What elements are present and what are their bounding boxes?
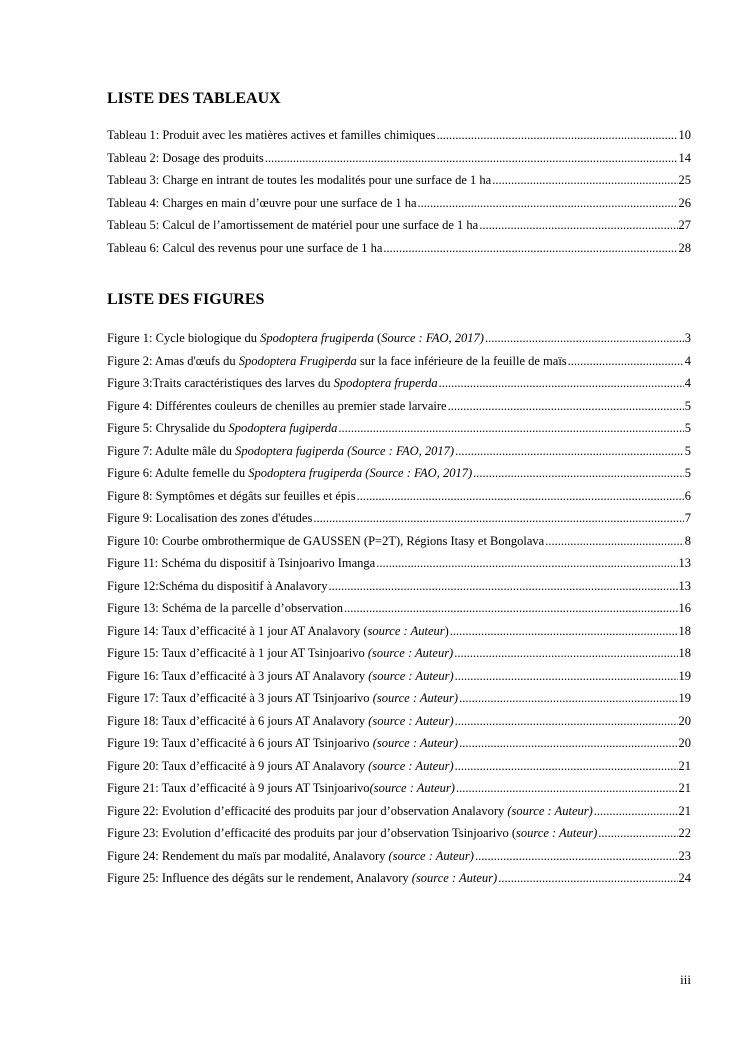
entry-page-number: 24 [678, 871, 691, 885]
entry-title-italic: (source : Auteur) [507, 803, 593, 818]
table-entry[interactable] [107, 237, 691, 260]
figure-entry[interactable] [107, 620, 691, 643]
entry-title-text: Figure 24: Rendement du maïs par modalité, Analavory [107, 848, 389, 863]
figure-entry[interactable] [107, 507, 691, 530]
table-entry[interactable] [107, 169, 691, 192]
entry-title [107, 327, 484, 350]
dot-leader [418, 192, 678, 215]
entry-title-text: Figure 8: Symptômes et dégâts sur feuilles et épis [107, 488, 356, 503]
entry-title-text: Figure 1: Cycle biologique du [107, 331, 261, 345]
entry-title [107, 530, 544, 553]
entry-page-number: 18 [678, 646, 691, 660]
figure-entry[interactable] [107, 845, 691, 868]
entry-title [107, 710, 454, 733]
dot-leader [455, 665, 678, 688]
figure-entry[interactable] [107, 642, 691, 665]
figures-list-heading: LISTE DES FIGURES [107, 291, 265, 308]
figure-entry[interactable] [107, 867, 691, 890]
dot-leader [479, 214, 677, 237]
entry-title-text: Tableau 2: Dosage des produits [107, 150, 264, 165]
figure-entry[interactable] [107, 372, 691, 395]
figure-entry[interactable] [107, 485, 691, 508]
entry-title [107, 350, 567, 373]
entry-title-text: ( [373, 331, 382, 345]
entry-title [107, 732, 458, 755]
figure-entry[interactable] [107, 777, 691, 800]
entry-page-number: 21 [678, 781, 691, 795]
dot-leader [439, 372, 684, 395]
dot-leader [437, 124, 678, 147]
entry-title-text: Figure 9: Localisation des zones d'études [107, 511, 313, 525]
dot-leader [492, 169, 677, 192]
dot-leader [450, 620, 678, 643]
figure-entry[interactable] [107, 530, 691, 553]
entry-title [107, 822, 597, 845]
figure-entry[interactable] [107, 462, 691, 485]
entry-page-number: 4 [684, 353, 691, 368]
dot-leader [338, 417, 683, 440]
entry-title-text: Figure 14: Taux d’efficacité à 1 jour AT Analavory ( [107, 623, 368, 638]
dot-leader [568, 350, 684, 373]
entry-page-number: 5 [684, 443, 691, 458]
entry-title-text: Tableau 3: Charge en intrant de toutes les modalités pour une surface de 1 ha [107, 173, 492, 187]
entry-title [107, 755, 454, 778]
figure-entry[interactable] [107, 327, 691, 350]
entry-page-number: 5 [684, 398, 691, 413]
figure-entry[interactable] [107, 687, 691, 710]
entry-title-italic: Spodoptera Frugiperda [238, 353, 357, 368]
table-entry[interactable] [107, 192, 691, 215]
entry-title-text: Figure 2: Amas d'œufs du [107, 353, 239, 368]
entry-title-italic: Spodoptera fruperda [333, 376, 438, 390]
dot-leader [383, 237, 677, 260]
dot-leader [459, 732, 677, 755]
entry-title-text: Tableau 1: Produit avec les matières actives et familles chimiques [107, 128, 436, 142]
entry-title [107, 845, 474, 868]
dot-leader [455, 710, 678, 733]
entry-title-text: Tableau 4: Charges en main d’œuvre pour une surface de 1 ha [107, 195, 417, 210]
figure-entry[interactable] [107, 440, 691, 463]
entry-title-text: Tableau 6: Calcul des revenus pour une surface de 1 ha [107, 240, 383, 255]
dot-leader [473, 462, 684, 485]
figure-entry[interactable] [107, 710, 691, 733]
entry-page-number: 5 [684, 466, 691, 480]
table-entry[interactable] [107, 214, 691, 237]
entry-title-text: Figure 25: Influence des dégâts sur le rendement, Analavory [107, 871, 412, 885]
entry-title-text: Figure 4: Différentes couleurs de chenilles au premier stade larvaire [107, 398, 447, 413]
figure-entry[interactable] [107, 575, 691, 598]
entry-title-italic: (source : Auteur) [368, 668, 454, 683]
dot-leader [328, 575, 677, 598]
dot-leader [594, 800, 678, 823]
entry-title-text: Figure 10: Courbe ombrothermique de GAUSSEN (P=2T), Régions Itasy et Bongolava [107, 533, 545, 548]
entry-title [107, 507, 312, 530]
entry-page-number: 28 [678, 240, 691, 255]
entry-title [107, 124, 436, 147]
entry-title-text: Figure 16: Taux d’efficacité à 3 jours AT Analavory [107, 668, 369, 683]
tables-list-heading: LISTE DES TABLEAUX [107, 90, 281, 107]
entry-title-text: Figure 6: Adulte femelle du [107, 466, 249, 480]
entry-title-text: Figure 5: Chrysalide du [107, 421, 229, 435]
entry-title-italic: (source : Auteur) [367, 646, 454, 660]
entry-title-italic: (source : Auteur) [411, 871, 498, 885]
entry-title-italic: Source : FAO, 2017) [381, 331, 484, 345]
entry-title [107, 462, 472, 485]
entry-page-number: 23 [678, 848, 691, 863]
entry-title [107, 237, 382, 260]
figure-entry[interactable] [107, 597, 691, 620]
entry-page-number: 18 [678, 623, 691, 638]
entry-title [107, 552, 375, 575]
entry-title [107, 620, 449, 643]
entry-page-number: 13 [678, 578, 691, 593]
entry-title-italic: (source : Auteur) [372, 691, 459, 705]
table-entry[interactable] [107, 147, 691, 170]
entry-title [107, 440, 454, 463]
entry-title [107, 867, 497, 890]
dot-leader [454, 642, 677, 665]
entry-title-text: Figure 12:Schéma du dispositif à Analavory [107, 578, 328, 593]
entry-title-text: Figure 15: Taux d’efficacité à 1 jour AT Tsinjoarivo [107, 646, 368, 660]
figure-entry[interactable] [107, 755, 691, 778]
dot-leader [455, 755, 678, 778]
entry-page-number: 5 [684, 421, 691, 435]
dot-leader [357, 485, 684, 508]
entry-title-text: Figure 11: Schéma du dispositif à Tsinjoarivo Imanga [107, 556, 376, 570]
dot-leader [545, 530, 684, 553]
page-number: iii [680, 972, 691, 987]
entry-title [107, 214, 478, 237]
entry-title-italic: Spodoptera frugiperda [260, 331, 374, 345]
entry-title-text: sur la face inférieure de la feuille de maïs [356, 353, 567, 368]
entry-title [107, 575, 327, 598]
entry-page-number: 21 [678, 758, 691, 773]
figure-entry[interactable] [107, 350, 691, 373]
entry-title-text: Figure 19: Taux d’efficacité à 6 jours AT Tsinjoarivo [107, 736, 373, 750]
entry-page-number: 4 [684, 376, 691, 390]
entry-page-number: 25 [678, 173, 691, 187]
figure-entry[interactable] [107, 800, 691, 823]
entry-page-number: 21 [678, 803, 691, 818]
dot-leader [498, 867, 677, 890]
dot-leader [313, 507, 683, 530]
entry-page-number: 10 [678, 128, 691, 142]
figures-list [107, 327, 691, 890]
entry-title-italic: Spodoptera fugiperda [228, 421, 338, 435]
dot-leader [459, 687, 677, 710]
entry-page-number: 14 [678, 150, 691, 165]
entry-page-number: 16 [678, 601, 691, 615]
entry-title-text: Figure 3:Traits caractéristiques des larves du [107, 376, 334, 390]
figure-entry[interactable] [107, 665, 691, 688]
entry-title-italic: source : Auteur [367, 623, 445, 638]
entry-page-number: 20 [678, 713, 691, 728]
entry-title [107, 395, 447, 418]
entry-title-italic: source : Auteur) [516, 826, 598, 840]
entry-page-number: 20 [678, 736, 691, 750]
entry-title-italic: (source : Auteur) [368, 713, 454, 728]
entry-title [107, 485, 356, 508]
dot-leader [376, 552, 677, 575]
entry-page-number: 19 [678, 691, 691, 705]
entry-page-number: 7 [684, 511, 691, 525]
entry-title-text: Figure 7: Adulte mâle du [107, 443, 236, 458]
figure-entry[interactable] [107, 552, 691, 575]
entry-title-text: Tableau 5: Calcul de l’amortissement de matériel pour une surface de 1 ha [107, 218, 479, 232]
dot-leader [485, 327, 684, 350]
entry-page-number: 3 [684, 331, 691, 345]
figure-entry[interactable] [107, 395, 691, 418]
table-entry[interactable] [107, 124, 691, 147]
entry-title-italic: Spodoptera frugiperda (Source : FAO, 2017) [248, 466, 473, 480]
entry-page-number: 26 [678, 195, 691, 210]
entry-title-text: Figure 21: Taux d’efficacité à 9 jours AT Tsinjoarivo [107, 781, 370, 795]
entry-title-text: Figure 22: Evolution d’efficacité des produits par jour d’observation Analavory [107, 803, 508, 818]
entry-title [107, 687, 458, 710]
entry-title-text: Figure 18: Taux d’efficacité à 6 jours AT Analavory [107, 713, 369, 728]
entry-title-italic: (source : Auteur) [368, 758, 454, 773]
entry-page-number: 19 [678, 668, 691, 683]
entry-title-italic: (source : Auteur) [388, 848, 474, 863]
dot-leader [456, 777, 678, 800]
entry-title-italic: (source : Auteur) [372, 736, 459, 750]
entry-title [107, 665, 454, 688]
entry-title [107, 192, 417, 215]
tables-list [107, 124, 691, 259]
entry-title-text: Figure 17: Taux d’efficacité à 3 jours AT Tsinjoarivo [107, 691, 373, 705]
entry-page-number: 22 [678, 826, 691, 840]
entry-title [107, 777, 455, 800]
entry-title-text: Figure 13: Schéma de la parcelle d’observation [107, 601, 344, 615]
figure-entry[interactable] [107, 417, 691, 440]
dot-leader [598, 822, 677, 845]
figure-entry[interactable] [107, 822, 691, 845]
entry-title [107, 147, 264, 170]
entry-page-number: 8 [684, 533, 691, 548]
entry-title [107, 169, 491, 192]
entry-title-text: Figure 20: Taux d’efficacité à 9 jours AT Analavory [107, 758, 369, 773]
entry-title [107, 642, 453, 665]
entry-page-number: 13 [678, 556, 691, 570]
dot-leader [455, 440, 684, 463]
entry-page-number: 27 [678, 218, 691, 232]
entry-title [107, 800, 593, 823]
entry-title-text: Figure 23: Evolution d’efficacité des produits par jour d’observation Tsinjoarivo ( [107, 826, 516, 840]
dot-leader [448, 395, 684, 418]
entry-title-italic: Spodoptera fugiperda (Source : FAO, 2017) [235, 443, 455, 458]
figure-entry[interactable] [107, 732, 691, 755]
dot-leader [475, 845, 678, 868]
entry-title [107, 372, 438, 395]
entry-page-number: 6 [684, 488, 691, 503]
entry-title-text: ) [444, 623, 449, 638]
entry-title-italic: (source : Auteur) [369, 781, 455, 795]
entry-title [107, 417, 337, 440]
dot-leader [344, 597, 677, 620]
entry-title [107, 597, 343, 620]
dot-leader [265, 147, 678, 170]
